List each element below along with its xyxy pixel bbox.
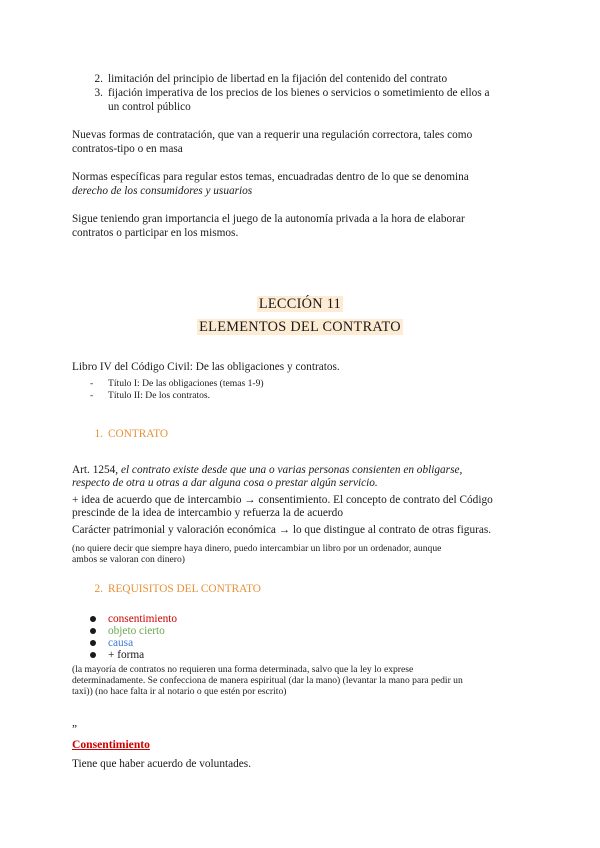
section-title: REQUISITOS DEL CONTRATO: [108, 583, 261, 595]
dash-marker: -: [90, 378, 94, 389]
article-1254-line2: respecto de otra u otras a dar alguna cosa o prestar algún servicio.: [72, 477, 378, 489]
titulo-text: Título II: De los contratos.: [108, 390, 211, 401]
requisito-objeto: objeto cierto: [108, 625, 165, 637]
paragraph-nuevas-line1: Nuevas formas de contratación, que van a requerir una regulación correctora, tales como: [72, 129, 473, 141]
paragraph-normas-line1: Normas específicas para regular estos temas, encuadradas dentro de lo que se denomina: [72, 171, 469, 183]
lesson-name: ELEMENTOS DEL CONTRATO: [199, 319, 401, 335]
consentimiento-body: Tiene que haber acuerdo de voluntades.: [72, 758, 252, 770]
requisito-consentimiento: consentimiento: [108, 613, 178, 625]
note-dinero-line1: (no quiere decir que siempre haya dinero, puedo intercambiar un libro por un ordenador, aunque: [72, 543, 442, 554]
list-number: 2.: [94, 73, 103, 85]
quote-mark: „: [72, 717, 78, 729]
dash-marker: -: [90, 390, 94, 401]
list-text: un control público: [108, 101, 191, 113]
note-forma-line2: determinadamente. Se confecciona de manera espiritual (dar la mano) (levantar la mano para pedir un: [72, 675, 463, 686]
bullet-icon: [90, 628, 96, 634]
note-forma-line3: taxi)) (no hace falta ir al notario o que estén por escrito): [72, 686, 287, 697]
section-title: CONTRATO: [108, 428, 169, 440]
caracter-line: Carácter patrimonial y valoración económica → lo que distingue al contrato de otras figuras.: [72, 524, 492, 536]
list-text: limitación del principio de libertad en la fijación del contenido del contrato: [108, 73, 448, 85]
requisito-causa: causa: [108, 637, 134, 649]
section-number: 1.: [94, 428, 103, 440]
paragraph-nuevas-line2: contratos-tipo o en masa: [72, 143, 183, 155]
bullet-icon: [90, 616, 96, 622]
article-quote: el contrato existe desde que una o varias personas consienten en obligarse,: [120, 464, 463, 476]
paragraph-normas-italic: derecho de los consumidores y usuarios: [72, 185, 253, 197]
requisito-forma: + forma: [108, 649, 145, 661]
section-number: 2.: [94, 583, 103, 595]
note-dinero-line2: ambos se valoran con dinero): [72, 554, 185, 565]
idea-line2: prescinde de la idea de intercambio y refuerza la de acuerdo: [72, 507, 343, 519]
lesson-subtitle: [0, 318, 600, 336]
paragraph-sigue-line2: contratos o participar en los mismos.: [72, 227, 239, 239]
note-forma-line1: (la mayoría de contratos no requieren una forma determinada, salvo que la ley lo exprese: [72, 664, 414, 675]
libro-heading: Libro IV del Código Civil: De las obligaciones y contratos.: [72, 361, 340, 373]
bullet-icon: [90, 640, 96, 646]
paragraph-sigue-line1: Sigue teniendo gran importancia el juego de la autonomía privada a la hora de elaborar: [72, 213, 465, 225]
list-number: 3.: [94, 87, 103, 99]
lesson-number: LECCIÓN 11: [258, 296, 342, 312]
list-text: fijación imperativa de los precios de los bienes o servicios o sometimiento de ellos a: [108, 87, 490, 99]
idea-line1: + idea de acuerdo que de intercambio → consentimiento. El concepto de contrato del Código: [72, 494, 493, 506]
lesson-title: [0, 295, 600, 313]
article-1254-line1: [72, 463, 462, 477]
article-prefix: Art. 1254,: [72, 464, 121, 476]
titulo-text: Título I: De las obligaciones (temas 1-9): [108, 378, 264, 389]
bullet-icon: [90, 652, 96, 658]
consentimiento-heading: Consentimiento: [72, 738, 150, 751]
